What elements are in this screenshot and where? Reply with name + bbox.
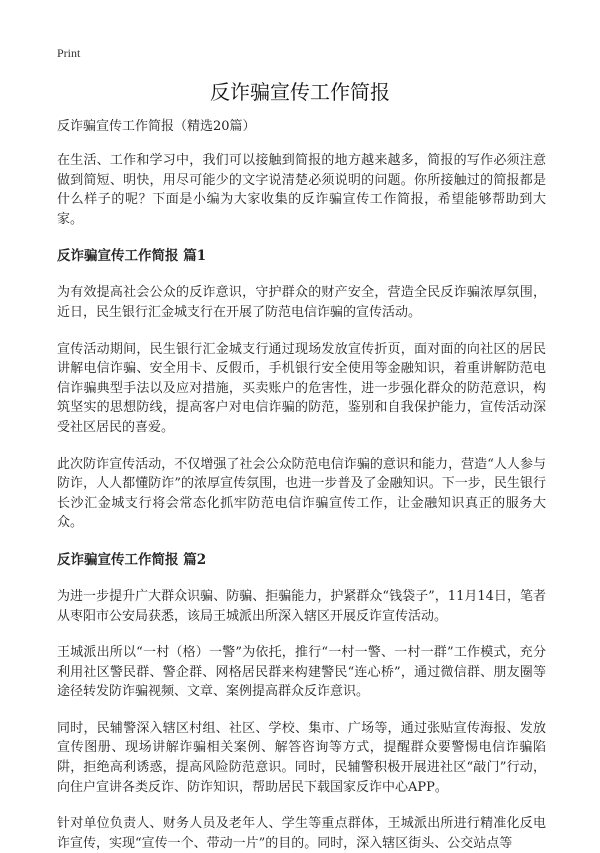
section-heading: 反诈骗宣传工作简报 篇2: [57, 551, 207, 568]
section-1: [57, 247, 546, 533]
section-paragraph: 此次防诈宣传活动，不仅增强了社会公众防范电信诈骗的意识和能力，营造“人人参与防诈，人人都懂防诈”的浓厚宣传氛围，也进一步普及了金融知识。下一步，民生银行长沙汇金城支行将会常态化抓牢防范电信诈骗宣传工作，让金融知识真正的服务大众。: [57, 456, 546, 531]
section-paragraph: 宣传活动期间，民生银行汇金城支行通过现场发放宣传折页，面对面的向社区的居民讲解电信诈骗、安全用卡、反假币，手机银行安全使用等金融知识，着重讲解防范电信诈骗典型手法以及应对措施，买卖账户的危害性，进一步强化群众的防范意识，构筑坚实的思想防线，提高客户对电信诈骗的防范，鉴别和自我保护能力，宣传活动深受社区居民的喜爱。: [57, 341, 546, 435]
document-title: 反诈骗宣传工作简报: [210, 80, 390, 104]
section-paragraph: 同时，民辅警深入辖区村组、社区、学校、集市、广场等，通过张贴宣传海报、发放宣传图册、现场讲解诈骗相关案例、解答咨询等方式，提醒群众要警惕电信诈骗陷阱，拒绝高利诱惑，提高风险防范意识。同时，民辅警积极开展进社区“敲门”行动，向住户宣讲各类反诈、防诈知识，帮助居民下载国家反诈中心APP。: [57, 720, 546, 795]
print-link[interactable]: Print: [57, 46, 81, 60]
intro-paragraph: 在生活、工作和学习中，我们可以接触到简报的地方越来越多，简报的写作必须注意做到简短、明快，用尽可能少的文字说清楚必须说明的问题。你所接触过的简报都是什么样子的呢？下面是小编为大家收集的反诈骗宣传工作简报，希望能够帮助到大家。: [57, 153, 546, 227]
section-heading: 反诈骗宣传工作简报 篇1: [57, 248, 207, 265]
document-body: [57, 118, 546, 853]
section-paragraph: 针对单位负责人、财务人员及老年人、学生等重点群体，王城派出所进行精准化反电诈宣传，实现“宣传一个、带动一片”的目的。同时，深入辖区街头、公交站点等: [57, 816, 546, 851]
section-paragraph: 为进一步提升广大群众识骗、防骗、拒骗能力，护紧群众“钱袋子”，11月14日，笔者从枣阳市公安局获悉，该局王城派出所深入辖区开展反诈宣传活动。: [57, 588, 546, 624]
section-paragraph: 王城派出所以“一村（格）一警”为依托，推行“一村一警、一村一群”工作模式，充分利用社区警民群、警企群、网格居民群来构建警民“连心桥”，通过微信群、朋友圈等途径转发防诈骗视频、文章、案例提高群众反诈意识。: [57, 645, 546, 700]
document-subtitle: 反诈骗宣传工作简报（精选20篇）: [57, 119, 256, 134]
section-2: [57, 551, 546, 853]
section-paragraph: 为有效提高社会公众的反诈意识，守护群众的财产安全，营造全民反诈骗浓厚氛围，近日，民生银行汇金城支行在开展了防范电信诈骗的宣传活动。: [57, 285, 546, 320]
